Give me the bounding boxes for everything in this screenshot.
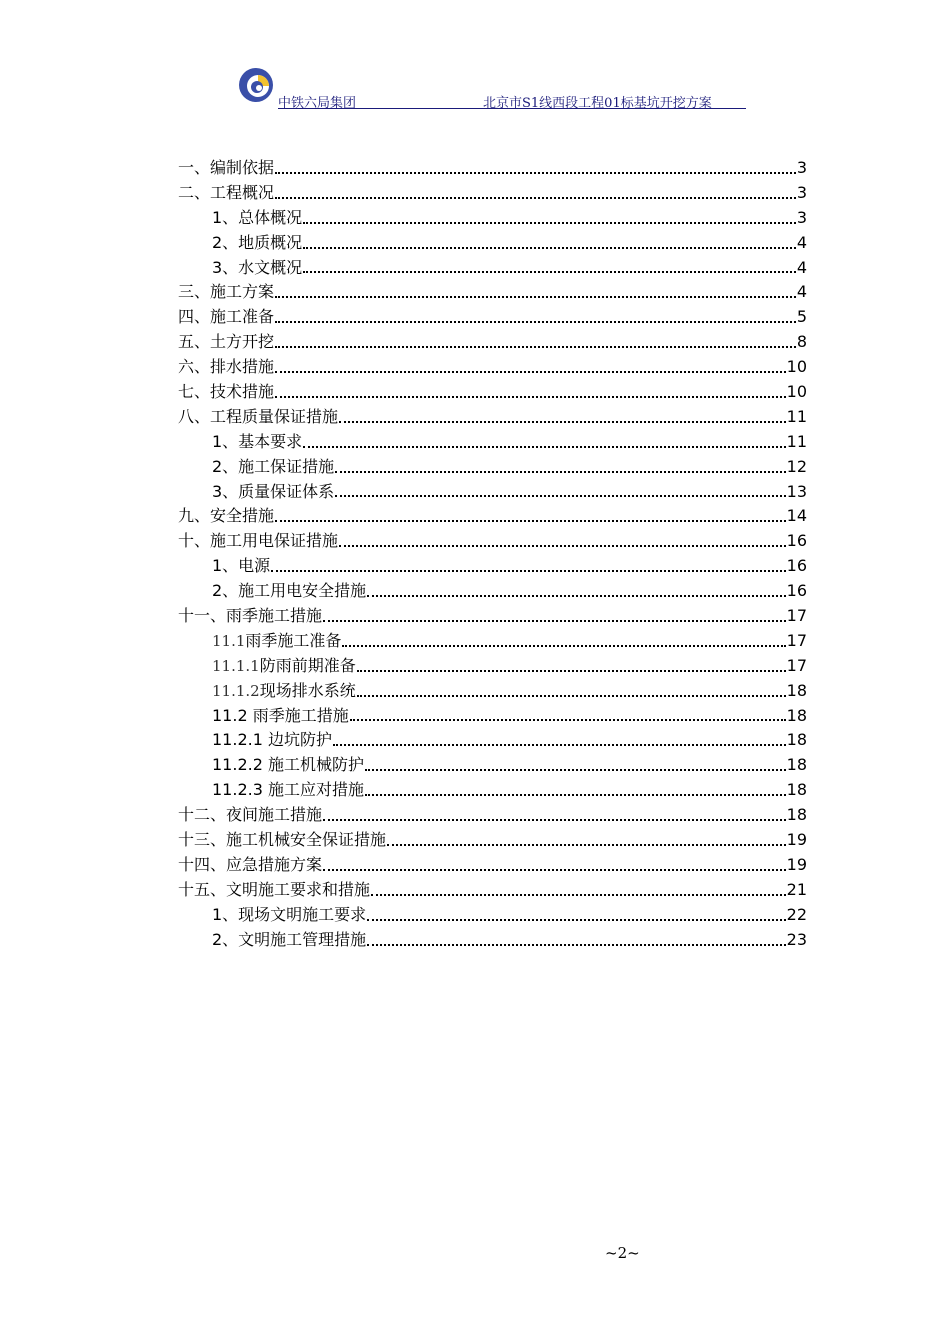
toc-entry-text: 十四、应急措施方案 (178, 854, 323, 874)
toc-entry-page: 11 (786, 406, 807, 426)
toc-entry-text: 十一、雨季施工措施 (178, 606, 323, 626)
toc-entry-text: 六、排水措施 (178, 357, 275, 377)
toc-entry[interactable] (178, 156, 807, 181)
toc-entry-page: 5 (796, 307, 807, 327)
toc-entry[interactable] (178, 330, 807, 355)
toc-entry-title (212, 679, 356, 704)
toc-entry-text: 2、地质概况 (212, 232, 303, 252)
toc-entry[interactable] (178, 380, 807, 405)
toc-entry-title (212, 654, 356, 679)
toc-entry-page: 18 (786, 730, 807, 750)
toc-entry-text: 十、施工用电保证措施 (178, 531, 339, 551)
toc-leader-dots (357, 670, 786, 672)
toc-entry-title (178, 878, 370, 903)
toc-entry-title (178, 853, 322, 878)
toc-entry-title (178, 828, 386, 853)
toc-entry-page: 11 (786, 431, 807, 451)
toc-entry-page: 4 (796, 257, 807, 277)
toc-entry-text: 2、文明施工管理措施 (212, 929, 367, 949)
toc-leader-dots (303, 222, 796, 224)
toc-entry-number: 11.1.2 (212, 681, 260, 700)
toc-entry-page: 12 (786, 456, 807, 476)
toc-entry[interactable] (178, 654, 807, 679)
toc-leader-dots (275, 396, 786, 398)
toc-entry-text: 十五、文明施工要求和措施 (178, 879, 371, 899)
toc-leader-dots (303, 271, 796, 273)
toc-leader-dots (303, 247, 796, 249)
toc-entry-title (178, 803, 322, 828)
page-header (238, 66, 746, 110)
toc-entry-title (212, 430, 302, 455)
toc-entry[interactable] (178, 878, 807, 903)
toc-entry-text: 3、质量保证体系 (212, 481, 335, 501)
toc-entry-text: 一、编制依据 (178, 158, 275, 177)
toc-entry-page: 4 (796, 282, 807, 302)
toc-entry-title (212, 778, 364, 803)
toc-entry-title (178, 156, 274, 181)
toc-entry-title (212, 704, 349, 729)
toc-entry[interactable] (178, 480, 807, 505)
table-of-contents (178, 156, 807, 953)
toc-leader-dots (275, 296, 796, 298)
toc-entry-text: 二、工程概况 (178, 182, 275, 202)
toc-leader-dots (275, 346, 796, 348)
toc-entry[interactable] (178, 903, 807, 928)
toc-entry[interactable] (178, 206, 807, 231)
toc-entry-title (212, 928, 366, 953)
toc-entry-title (178, 504, 274, 529)
toc-entry[interactable] (178, 629, 807, 654)
toc-leader-dots (271, 570, 785, 572)
toc-entry-text: 七、技术措施 (178, 382, 275, 402)
company-name: 中铁六局集团 (278, 96, 357, 111)
toc-entry-page: 22 (786, 904, 807, 924)
toc-entry-page: 19 (786, 854, 807, 874)
company-logo (238, 66, 274, 104)
toc-entry[interactable] (178, 455, 807, 480)
toc-leader-dots (367, 919, 785, 921)
toc-entry-text: 现场排水系统 (259, 680, 356, 700)
toc-entry-page: 17 (786, 606, 807, 626)
toc-entry[interactable] (178, 828, 807, 853)
toc-entry-text: 2、施工保证措施 (212, 456, 335, 476)
toc-entry[interactable] (178, 803, 807, 828)
toc-leader-dots (339, 545, 786, 547)
toc-entry-title (178, 405, 338, 430)
toc-entry-text: 雨季施工准备 (245, 630, 342, 650)
toc-entry-title (212, 629, 341, 654)
toc-entry[interactable] (178, 778, 807, 803)
toc-entry-page: 16 (786, 531, 807, 551)
toc-leader-dots (275, 371, 786, 373)
project-title: 北京市S1线西段工程01标基坑开挖方案 (483, 96, 712, 111)
toc-entry-text: 三、施工方案 (178, 282, 275, 302)
toc-entry-page: 10 (786, 357, 807, 377)
toc-entry-text: 十二、夜间施工措施 (178, 805, 323, 825)
toc-leader-dots (371, 894, 786, 896)
toc-entry-title (212, 903, 366, 928)
toc-leader-dots (333, 744, 786, 746)
toc-entry[interactable] (178, 430, 807, 455)
toc-entry-text: 3、水文概况 (212, 257, 303, 277)
header-rule (278, 108, 746, 109)
toc-entry[interactable] (178, 579, 807, 604)
toc-leader-dots (387, 844, 786, 846)
toc-leader-dots (275, 520, 786, 522)
toc-entry-title (178, 355, 274, 380)
toc-entry-text: 1、总体概况 (212, 207, 303, 227)
toc-entry-page: 17 (786, 630, 807, 650)
toc-entry-page: 14 (786, 506, 807, 526)
toc-leader-dots (275, 197, 796, 199)
toc-entry-page: 19 (786, 830, 807, 850)
toc-entry-title (212, 455, 334, 480)
toc-entry[interactable] (178, 604, 807, 629)
toc-entry[interactable] (178, 529, 807, 554)
toc-entry[interactable] (178, 355, 807, 380)
toc-entry-title (178, 529, 338, 554)
toc-entry-page: 18 (786, 780, 807, 800)
toc-entry-title (212, 579, 366, 604)
toc-entry-text: 1、电源 (212, 556, 271, 576)
toc-entry[interactable] (178, 679, 807, 704)
toc-entry-page: 18 (786, 755, 807, 775)
toc-leader-dots (323, 819, 786, 821)
toc-entry-title (178, 380, 274, 405)
toc-entry-page: 23 (786, 929, 807, 949)
toc-leader-dots (335, 471, 785, 473)
toc-entry-title (212, 728, 332, 753)
toc-leader-dots (350, 719, 786, 721)
page-number: ~2~ (605, 1244, 640, 1262)
toc-leader-dots (342, 645, 785, 647)
toc-leader-dots (323, 620, 786, 622)
toc-entry-page: 21 (786, 879, 807, 899)
toc-leader-dots (365, 769, 786, 771)
toc-entry[interactable] (178, 728, 807, 753)
toc-entry-page: 3 (796, 182, 807, 202)
toc-entry[interactable] (178, 305, 807, 330)
toc-entry-text: 十三、施工机械安全保证措施 (178, 830, 387, 850)
toc-entry[interactable] (178, 928, 807, 953)
toc-entry-title (178, 280, 274, 305)
toc-entry-title (178, 181, 274, 206)
toc-entry[interactable] (178, 280, 807, 305)
toc-leader-dots (367, 944, 785, 946)
toc-leader-dots (303, 446, 785, 448)
toc-entry-title (212, 753, 364, 778)
toc-entry-title (212, 480, 334, 505)
toc-entry-page: 4 (796, 232, 807, 252)
toc-entry-page: 10 (786, 382, 807, 402)
toc-entry-page: 18 (786, 680, 807, 700)
toc-entry-text: 11.2.1 边坑防护 (212, 730, 332, 750)
toc-entry-text: 11.2.2 施工机械防护 (212, 755, 364, 775)
toc-entry-title (212, 231, 302, 256)
toc-entry-title (212, 554, 270, 579)
toc-entry-text: 2、施工用电安全措施 (212, 581, 367, 601)
toc-entry-page: 13 (786, 481, 807, 501)
toc-entry-number: 11.1 (212, 631, 246, 650)
toc-entry-text: 九、安全措施 (178, 506, 275, 526)
toc-entry-text: 1、基本要求 (212, 431, 303, 451)
toc-entry-title (212, 256, 302, 281)
toc-entry[interactable] (178, 405, 807, 430)
toc-entry[interactable] (178, 554, 807, 579)
toc-leader-dots (323, 869, 786, 871)
toc-entry-page: 8 (796, 332, 807, 352)
toc-entry[interactable] (178, 704, 807, 729)
toc-entry-text: 11.2 雨季施工措施 (212, 705, 349, 725)
toc-leader-dots (367, 595, 785, 597)
toc-entry-page: 18 (786, 705, 807, 725)
toc-entry-number: 11.1.1 (212, 656, 260, 675)
toc-entry-text: 八、工程质量保证措施 (178, 406, 339, 426)
toc-entry-text: 四、施工准备 (178, 307, 275, 327)
toc-entry[interactable] (178, 753, 807, 778)
toc-leader-dots (357, 695, 786, 697)
toc-entry[interactable] (178, 181, 807, 206)
toc-entry-page: 16 (786, 556, 807, 576)
toc-leader-dots (335, 495, 785, 497)
toc-entry-title (178, 305, 274, 330)
toc-entry-title (178, 330, 274, 355)
toc-entry-page: 18 (786, 805, 807, 825)
toc-entry-text: 防雨前期准备 (259, 655, 356, 675)
toc-entry-text: 五、土方开挖 (178, 332, 275, 352)
toc-entry[interactable] (178, 504, 807, 529)
toc-entry-text: 11.2.3 施工应对措施 (212, 780, 364, 800)
toc-leader-dots (365, 794, 786, 796)
toc-entry-page: 3 (796, 158, 807, 177)
toc-entry[interactable] (178, 853, 807, 878)
toc-entry-page: 17 (786, 655, 807, 675)
toc-entry[interactable] (178, 231, 807, 256)
toc-leader-dots (339, 421, 786, 423)
toc-entry-text: 1、现场文明施工要求 (212, 904, 367, 924)
toc-entry-title (212, 206, 302, 231)
toc-entry-title (178, 604, 322, 629)
toc-leader-dots (275, 172, 796, 174)
toc-entry-page: 3 (796, 207, 807, 227)
toc-entry-page: 16 (786, 581, 807, 601)
toc-entry[interactable] (178, 256, 807, 281)
toc-leader-dots (275, 321, 796, 323)
